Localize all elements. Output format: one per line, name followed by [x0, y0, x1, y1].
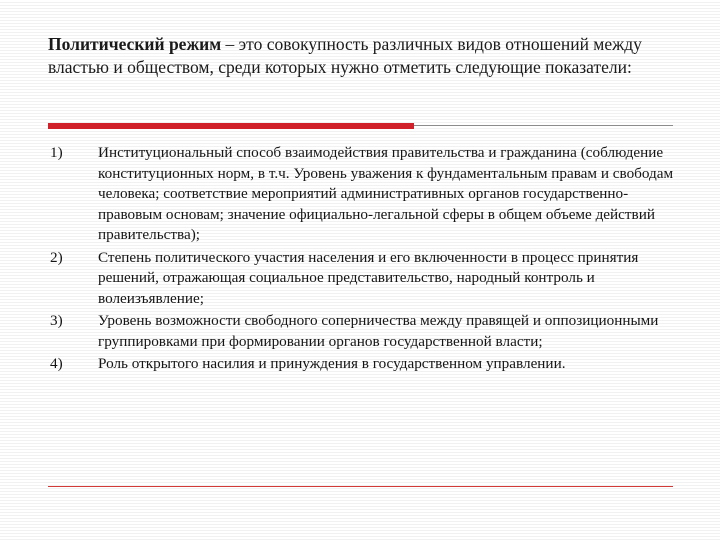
list-item-number: 2) [50, 248, 63, 266]
title-definition: – это совокупность различных видов отношений между властью и обществом, среди которых нужно отметить следующие показатели: [48, 34, 642, 77]
list-item-text: Степень политического участия населения и его включенности в процесс принятия решений, отражающая социальное представительство, народный контроль и волеизъявление; [98, 248, 639, 307]
title-term: Политический режим [48, 34, 222, 54]
list-item [50, 143, 680, 246]
indicator-list [50, 143, 680, 377]
list-item [50, 311, 680, 352]
list-item [50, 354, 680, 375]
title-accent-bar [48, 123, 414, 129]
list-item-number: 4) [50, 355, 63, 372]
list-item-number: 1) [50, 144, 63, 161]
slide-title [48, 33, 648, 78]
list-item-number: 3) [50, 312, 63, 329]
bottom-divider-line [48, 486, 673, 487]
list-item-text: Роль открытого насилия и принуждения в государственном управлении. [98, 355, 566, 372]
list-item-text: Уровень возможности свободного соперничества между правящей и оппозиционными группировками при формировании органов государственной власти; [98, 312, 659, 350]
list-item-text: Институциональный способ взаимодействия правительства и гражданина (соблюдение конституционных норм, в т.ч. Уровень уважения к фундаментальным правам и свободам человека; соответствие мероприятий административных органов государственно-правовым основам; значение официально-легальной сферы в общем объеме действий правительства); [98, 144, 674, 243]
list-item [50, 248, 680, 310]
